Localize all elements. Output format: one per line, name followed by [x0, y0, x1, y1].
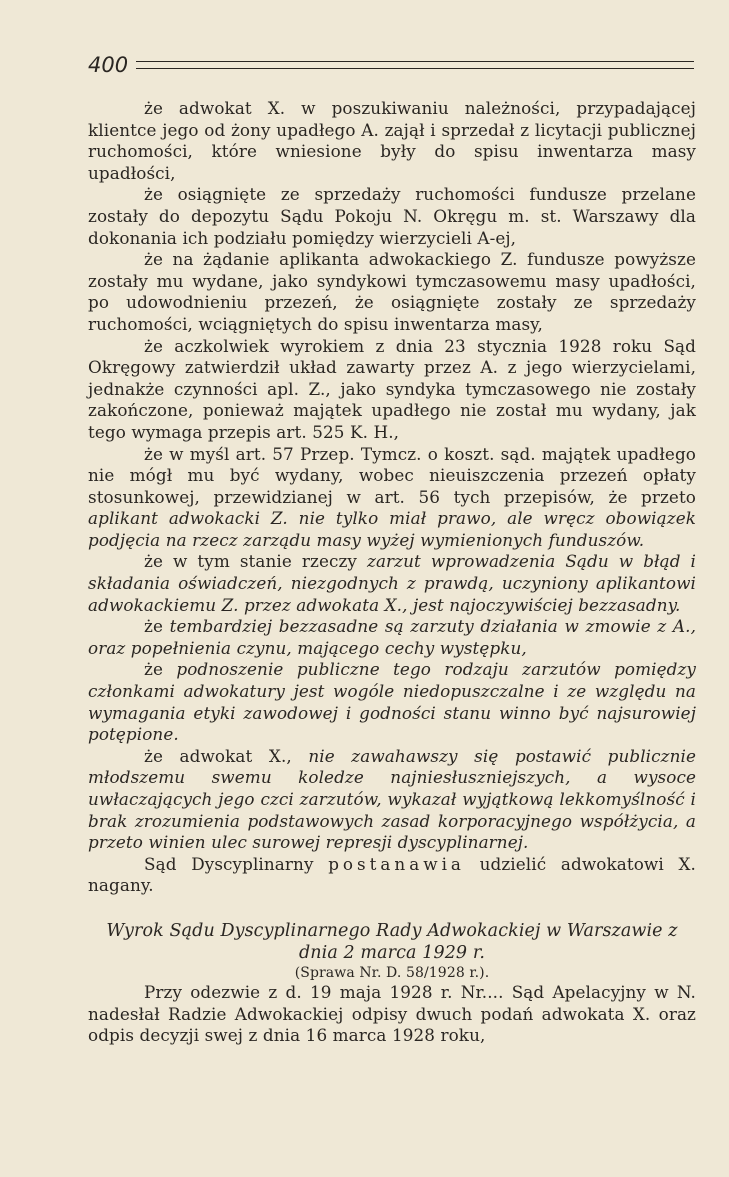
- paragraph-7-italic: tembardziej bezzasadne są zarzuty działania w zmowie z A., oraz popełnienia czynu, mającego cechy występku,: [88, 616, 697, 658]
- section-gap: [88, 897, 696, 920]
- paragraph-9-plain: że adwokat X.,: [144, 745, 292, 766]
- case-reference: (Sprawa Nr. D. 58/1928 r.).: [294, 964, 490, 981]
- paragraph-9: [88, 746, 696, 854]
- document-body: [88, 98, 696, 1047]
- verdict-spaced-word: postanawia: [328, 853, 465, 874]
- paragraph-3: że na żądanie aplikanta adwokackiego Z. fundusze powyższe zostały mu wydane, jako syndykowi tymczasowemu masy upadłości, po udowodnieniu przezeń, że osiągnięte zostały ze sprzedaży ruchomości, wciągniętych do spisu inwentarza masy,: [88, 249, 696, 334]
- paragraph-6-plain: że w tym stanie rzeczy: [144, 551, 357, 572]
- judgment-title: Wyrok Sądu Dyscyplinarnego Rady Adwokackiej w Warszawie z dnia 2 marca 1929 r.: [106, 920, 678, 963]
- verdict-court: Sąd Dyscyplinarny: [144, 853, 314, 874]
- paragraph-6-italic: zarzut wprowadzenia Sądu w błąd i składania oświadczeń, niezgodnych z prawdą, uczyniony aplikantowi adwokackiemu Z. przez adwokata X., jest najoczywiściej bezzasadny.: [88, 551, 696, 615]
- judgment-intro: Przy odezwie z d. 19 maja 1928 r. Nr.... Sąd Apelacyjny w N. nadesłał Radzie Adwokackiej odpisy dwuch podań adwokata X. oraz odpis decyzji swej z dnia 16 marca 1928 roku,: [88, 981, 696, 1046]
- paragraph-8: [88, 659, 696, 745]
- paragraph-5-plain: że w myśl art. 57 Przep. Tymcz. o koszt. sąd. majątek upadłego nie mógł mu być wydany, wobec nieuiszczenia przezeń opłaty stosunkowej, przewidzianej w art. 56 tych przepisów, że przeto: [88, 443, 696, 507]
- paragraph-8-plain: że: [144, 659, 163, 680]
- paragraph-9-italic: nie zawahawszy się postawić publicznie młodszemu swemu koledze najniesłuszniejszych, a wysoce uwłaczających jego czci zarzutów, wykazał wyjątkową lekkomyślność i brak zrozumienia podstawowych zasad korporacyjnego współżycia, a przeto winien ulec surowej represji dyscyplinarnej.: [88, 745, 696, 853]
- paragraph-4: że aczkolwiek wyrokiem z dnia 23 stycznia 1928 roku Sąd Okręgowy zatwierdził układ zawarty przez A. z jego wierzycielami, jednakże czynności apl. Z., jako syndyka tymczasowego nie zostały zakończone, ponieważ majątek upadłego nie został mu wydany, jak tego wymaga przepis art. 525 K. H.,: [88, 335, 696, 442]
- header-double-rule: [136, 61, 694, 69]
- paragraph-7-plain: że: [144, 616, 163, 637]
- verdict-paragraph: [88, 854, 696, 897]
- verdict-tail: udzielić adwokatowi X. nagany.: [88, 853, 696, 896]
- paragraph-7: [88, 616, 696, 659]
- paragraph-5-italic: aplikant adwokacki Z. nie tylko miał prawo, ale wręcz obowiązek podjęcia na rzecz zarządu masy wyżej wymienionych funduszów.: [88, 508, 696, 550]
- paragraph-5: [88, 444, 696, 552]
- paragraph-6: [88, 551, 696, 616]
- paragraph-8-italic: podnoszenie publiczne tego rodzaju zarzutów pomiędzy członkami adwokatury jest wogóle niedopuszczalne i ze względu na wymagania etyki zawodowej i godności stanu winno być najsurowiej potępione.: [88, 659, 696, 745]
- paragraph-1: że adwokat X. w poszukiwaniu należności, przypadającej klientce jego od żony upadłego A. zajął i sprzedał z licytacji publicznej ruchomości, które wniesione były do spisu inwentarza masy upadłości,: [88, 98, 696, 183]
- paragraph-2: że osiągnięte ze sprzedaży ruchomości fundusze przelane zostały do depozytu Sądu Pokoju N. Okręgu m. st. Warszawy dla dokonania ich podziału pomiędzy wierzycieli A-ej,: [88, 184, 696, 248]
- page-number: 400: [88, 53, 129, 77]
- page-header: [88, 52, 694, 78]
